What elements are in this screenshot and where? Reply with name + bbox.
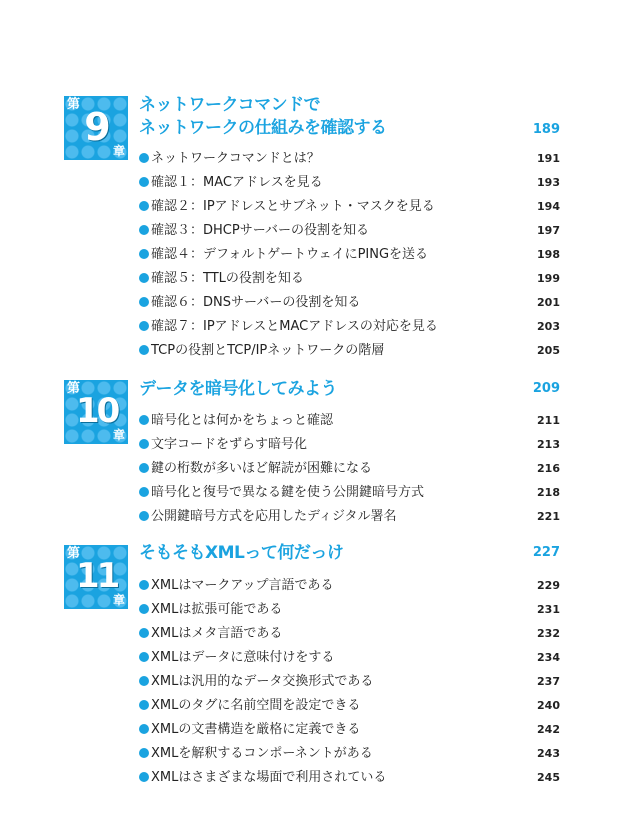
bullet-icon (139, 676, 149, 686)
toc-item-page: 245 (537, 771, 560, 784)
toc-item-label: XMLは拡張可能である (151, 602, 283, 617)
toc-item[interactable] (139, 742, 560, 766)
bullet-icon (139, 201, 149, 211)
badge-sho: 章 (112, 144, 125, 158)
toc-item-page: 237 (537, 675, 560, 688)
toc-item-page: 240 (537, 699, 560, 712)
toc-item[interactable] (139, 339, 560, 363)
chapter-title-line: ネットワークの仕組みを確認する (139, 118, 387, 138)
toc-item[interactable] (139, 598, 560, 622)
bullet-icon (139, 415, 149, 425)
toc-item-page: 216 (537, 462, 560, 475)
toc-item-label: XMLはデータに意味付けをする (151, 650, 335, 665)
toc-item-list (139, 409, 560, 529)
bullet-icon (139, 628, 149, 638)
toc-item-page: 221 (537, 510, 560, 523)
toc-item-label: 確認３：DHCPサーバーの役割を知る (151, 223, 370, 238)
bullet-icon (139, 321, 149, 331)
toc-item[interactable] (139, 291, 560, 315)
chapter-badge (64, 96, 128, 160)
bullet-icon (139, 153, 149, 163)
badge-dai: 第 (67, 546, 81, 561)
toc-item[interactable] (139, 574, 560, 598)
chapter-page: 209 (532, 381, 560, 396)
badge-number: 11 (76, 556, 118, 596)
bullet-icon (139, 652, 149, 662)
toc-item-page: 243 (537, 747, 560, 760)
toc-item[interactable] (139, 195, 560, 219)
badge-dai: 第 (67, 381, 81, 396)
toc-item[interactable] (139, 622, 560, 646)
bullet-icon (139, 604, 149, 614)
toc-item-page: 231 (537, 603, 560, 616)
badge-sho: 章 (112, 593, 125, 607)
toc-item-label: XMLを解釈するコンポーネントがある (151, 746, 373, 761)
toc-item-label: ネットワークコマンドとは？ (151, 151, 320, 166)
chapter-title-line: データを暗号化してみよう (139, 379, 337, 399)
chapter-badge (64, 380, 128, 444)
bullet-icon (139, 700, 149, 710)
bullet-icon (139, 177, 149, 187)
chapter-title-line: そもそもXMLって何だっけ (139, 543, 344, 563)
bullet-icon (139, 345, 149, 355)
toc-item-page: 201 (537, 296, 560, 309)
badge-number: 10 (76, 391, 118, 431)
toc-item-page: 205 (537, 344, 560, 357)
bullet-icon (139, 748, 149, 758)
toc-item-label: XMLはメタ言語である (151, 626, 283, 641)
toc-item-label: 文字コードをずらす暗号化 (151, 437, 308, 452)
toc-item-label: 暗号化と復号で異なる鍵を使う公開鍵暗号方式 (151, 485, 425, 500)
toc-item-label: 暗号化とは何かをちょっと確認 (151, 413, 334, 428)
toc-item[interactable] (139, 481, 560, 505)
bullet-icon (139, 439, 149, 449)
toc-item[interactable] (139, 670, 560, 694)
bullet-icon (139, 772, 149, 782)
chapter-badge (64, 545, 128, 609)
toc-item-list (139, 147, 560, 363)
toc-item[interactable] (139, 219, 560, 243)
toc-item-label: 確認５：TTLの役割を知る (151, 271, 304, 286)
toc-item-page: 191 (537, 152, 560, 165)
toc-item-page: 199 (537, 272, 560, 285)
toc-item-page: 211 (537, 414, 560, 427)
bullet-icon (139, 724, 149, 734)
bullet-icon (139, 273, 149, 283)
badge-number: 9 (84, 105, 108, 149)
toc-item-page: 203 (537, 320, 560, 333)
toc-item-label: 確認４：デフォルトゲートウェイにPINGを送る (151, 247, 429, 262)
toc-item-label: XMLのタグに名前空間を設定できる (151, 698, 361, 713)
toc-item-label: XMLはマークアップ言語である (151, 578, 334, 593)
toc-item-page: 193 (537, 176, 560, 189)
bullet-icon (139, 511, 149, 521)
toc-item-page: 197 (537, 224, 560, 237)
toc-item-list (139, 574, 560, 790)
toc-item[interactable] (139, 457, 560, 481)
toc-item-label: TCPの役割とTCP/IPネットワークの階層 (151, 343, 385, 358)
toc-item[interactable] (139, 147, 560, 171)
toc-item[interactable] (139, 766, 560, 790)
toc-item[interactable] (139, 315, 560, 339)
toc-item-page: 218 (537, 486, 560, 499)
toc-item-label: XMLはさまざまな場面で利用されている (151, 770, 387, 785)
toc-item-page: 229 (537, 579, 560, 592)
toc-item-page: 242 (537, 723, 560, 736)
toc-item-label: XMLの文書構造を厳格に定義できる (151, 722, 361, 737)
toc-item[interactable] (139, 409, 560, 433)
toc-item[interactable] (139, 171, 560, 195)
chapter-title[interactable] (139, 94, 519, 140)
toc-item-label: 確認２：IPアドレスとサブネット・マスクを見る (151, 199, 435, 214)
toc-item-label: 確認７：IPアドレスとMACアドレスの対応を見る (151, 319, 438, 334)
toc-item-page: 232 (537, 627, 560, 640)
badge-sho: 章 (112, 428, 125, 442)
toc-item-page: 194 (537, 200, 560, 213)
bullet-icon (139, 463, 149, 473)
toc-item-page: 198 (537, 248, 560, 261)
bullet-icon (139, 297, 149, 307)
chapter-title[interactable] (139, 542, 519, 565)
toc-item-page: 213 (537, 438, 560, 451)
toc-item-label: 公開鍵暗号方式を応用したディジタル署名 (151, 509, 397, 524)
chapter-page: 227 (532, 545, 560, 560)
chapter-title-line: ネットワークコマンドで (139, 95, 321, 115)
badge-dai: 第 (67, 97, 81, 112)
toc-item[interactable] (139, 433, 560, 457)
toc-item-label: 確認１：MACアドレスを見る (151, 175, 323, 190)
bullet-icon (139, 225, 149, 235)
toc-item-label: XMLは汎用的なデータ交換形式である (151, 674, 374, 689)
toc-item[interactable] (139, 505, 560, 529)
toc-item-label: 鍵の桁数が多いほど解読が困難になる (151, 461, 373, 476)
toc-item[interactable] (139, 694, 560, 718)
bullet-icon (139, 487, 149, 497)
bullet-icon (139, 249, 149, 259)
chapter-title[interactable] (139, 378, 519, 401)
bullet-icon (139, 580, 149, 590)
toc-item-label: 確認６：DNSサーバーの役割を知る (151, 295, 361, 310)
chapter-page: 189 (532, 122, 560, 137)
toc-item[interactable] (139, 718, 560, 742)
toc-item[interactable] (139, 646, 560, 670)
toc-item[interactable] (139, 243, 560, 267)
toc-item-page: 234 (537, 651, 560, 664)
toc-item[interactable] (139, 267, 560, 291)
